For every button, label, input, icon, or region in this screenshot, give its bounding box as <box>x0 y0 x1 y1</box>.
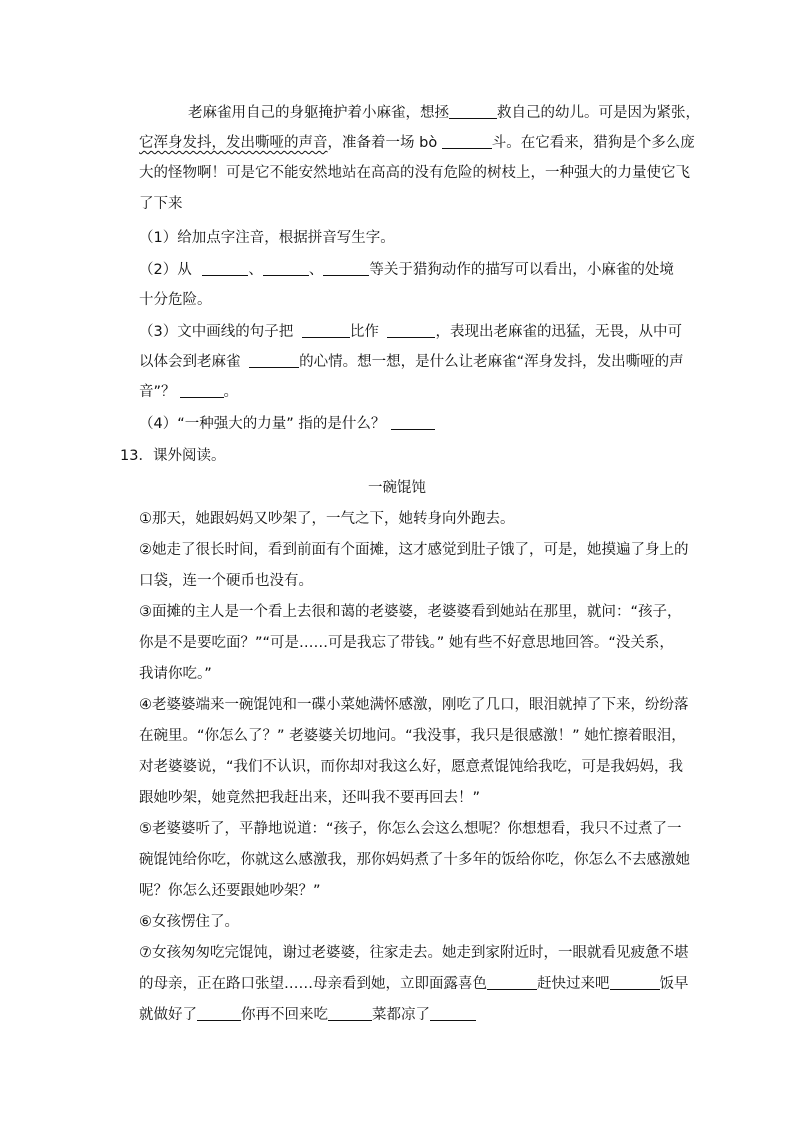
story-text: 就做好了 <box>139 1007 197 1023</box>
story-text: 碗馄饨给你吃，你就这么感激我，那你妈妈煮了十多年的饭给你吃，你怎么不去感激她 <box>139 852 690 868</box>
separator: 、 <box>308 262 324 278</box>
answer-blank[interactable] <box>249 353 299 368</box>
answer-blank[interactable] <box>180 383 224 398</box>
answer-blank[interactable] <box>387 323 435 338</box>
story-text: ①那天，她跟妈妈又吵架了，一气之下，她转身向外跑去。 <box>139 511 515 527</box>
story-text: 的母亲，正在路口张望……母亲看到她，立即面露喜色 <box>139 976 487 992</box>
question-text: （4）“一种强大的力量” 指的是什么？ <box>139 416 386 432</box>
answer-blank[interactable] <box>202 261 248 276</box>
punctuation-blank[interactable] <box>610 975 660 990</box>
question-text: （2）从 <box>139 262 197 278</box>
title-text: 一碗馄饨 <box>368 480 426 496</box>
story-p6 <box>139 912 239 932</box>
answer-blank[interactable] <box>442 134 492 149</box>
story-text: 口袋，连一个硬币也没有。 <box>139 573 313 589</box>
punctuation-blank[interactable] <box>197 1006 241 1021</box>
question-text: 。 <box>223 384 239 400</box>
question-text: 以体会到老麻雀 <box>139 354 246 370</box>
punctuation-blank[interactable] <box>328 1006 372 1021</box>
passage-text: ，准备着一场 bò <box>327 135 442 151</box>
story-text: 在碗里。“你怎么了？” 老婆婆关切地问。“我没事，我只是很感激！” 她忙擦着眼泪， <box>139 728 686 744</box>
story-p7-line2 <box>139 974 689 994</box>
story-p4-line1 <box>139 695 689 715</box>
story-text: ④老婆婆端来一碗馄饨和一碟小菜她满怀感激，刚吃了几口，眼泪就掉了下来，纷纷落 <box>139 697 689 713</box>
passage-line-1 <box>188 103 700 123</box>
answer-blank[interactable] <box>391 415 435 430</box>
answer-blank[interactable] <box>323 261 369 276</box>
section-heading <box>120 446 225 466</box>
question-3-cont2 <box>139 382 238 402</box>
passage-line-2 <box>139 133 695 153</box>
question-text: （3）文中画线的句子把 <box>139 324 298 340</box>
story-p2-line2 <box>139 571 313 591</box>
answer-blank[interactable] <box>263 261 309 276</box>
passage-text: 了下来 <box>139 196 183 212</box>
story-text: ⑦女孩匆匆吃完馄饨，谢过老婆婆，往家走去。她走到家附近时，一眼就看见疲惫不堪 <box>139 945 689 961</box>
heading-text: 13．课外阅读。 <box>120 448 226 464</box>
story-p7-line3 <box>139 1005 476 1025</box>
passage-text: 老麻雀用自己的身躯掩护着小麻雀，想拯 <box>188 105 449 121</box>
story-p4-line3 <box>139 757 683 777</box>
question-2-cont <box>139 290 212 310</box>
question-3 <box>139 322 682 342</box>
story-p4-line4 <box>139 788 480 808</box>
question-text: 音”？ <box>139 384 176 400</box>
question-text: 的心情。想一想，是什么让老麻雀“浑身发抖，发出嘶哑的声 <box>299 354 684 370</box>
story-text: 对老婆婆说，“我们不认识，而你却对我这么好，愿意煮馄饨给我吃，可是我妈妈，我 <box>139 759 684 775</box>
question-4 <box>139 414 435 434</box>
story-text: ⑤老婆婆听了，平静地说道：“孩子，你怎么会这么想呢？你想想看，我只不过煮了一 <box>139 821 682 837</box>
story-p5-line3 <box>139 881 321 901</box>
story-text: 我请你吃。” <box>139 666 212 682</box>
question-1 <box>139 228 395 248</box>
passage-text: 救自己的幼儿。可是因为紧张， <box>497 105 700 121</box>
story-text: 呢？你怎么还要跟她吵架？” <box>139 883 321 899</box>
story-text: 菜都凉了 <box>372 1007 430 1023</box>
story-p3-line2 <box>139 633 674 653</box>
story-text: ②她走了很长时间，看到前面有个面摊，这才感觉到肚子饿了，可是，她摸遍了身上的 <box>139 542 689 558</box>
story-title <box>0 478 794 498</box>
story-p7-line1 <box>139 943 689 963</box>
story-text: 你是不是要吃面？”“可是……可是我忘了带钱。” 她有些不好意思地回答。“没关系， <box>139 635 674 651</box>
punctuation-blank[interactable] <box>430 1006 476 1021</box>
story-text: ⑥女孩愣住了。 <box>139 914 239 930</box>
passage-line-4 <box>139 194 183 214</box>
passage-text: 大的怪物啊！可是它不能安然地站在高高的没有危险的树枝上，一种强大的力量使它飞 <box>139 165 690 181</box>
story-p5-line2 <box>139 850 690 870</box>
question-text: 等关于猎狗动作的描写可以看出，小麻雀的处境 <box>369 262 674 278</box>
story-p1 <box>139 509 515 529</box>
passage-text: 斗。在它看来，猎狗是个多么庞 <box>491 135 695 151</box>
answer-blank[interactable] <box>449 104 497 119</box>
story-text: 跟她吵架，她竟然把我赶出来，还叫我不要再回去！” <box>139 790 481 806</box>
story-p5-line1 <box>139 819 682 839</box>
story-p3-line1 <box>139 602 682 622</box>
question-text: 比作 <box>349 324 384 340</box>
question-text: 十分危险。 <box>139 292 212 308</box>
story-text: 赶快过来吧 <box>537 976 610 992</box>
story-p3-line3 <box>139 664 212 684</box>
story-text: ③面摊的主人是一个看上去很和蔼的老婆婆，老婆婆看到她站在那里，就问：“孩子， <box>139 604 682 620</box>
question-text: ，表现出老麻雀的迅猛，无畏，从中可 <box>435 324 682 340</box>
question-3-cont <box>139 352 684 372</box>
question-2 <box>139 260 674 280</box>
separator: 、 <box>248 262 263 278</box>
passage-line-3 <box>139 163 690 183</box>
underlined-sentence: 它浑身发抖，发出嘶哑的声音 <box>139 135 328 151</box>
story-p4-line2 <box>139 726 686 746</box>
question-text: （1）给加点字注音，根据拼音写生字。 <box>139 230 395 246</box>
story-text: 饭早 <box>659 976 689 992</box>
answer-blank[interactable] <box>302 323 350 338</box>
story-text: 你再不回来吃 <box>241 1007 328 1023</box>
punctuation-blank[interactable] <box>487 975 537 990</box>
story-p2-line1 <box>139 540 689 560</box>
